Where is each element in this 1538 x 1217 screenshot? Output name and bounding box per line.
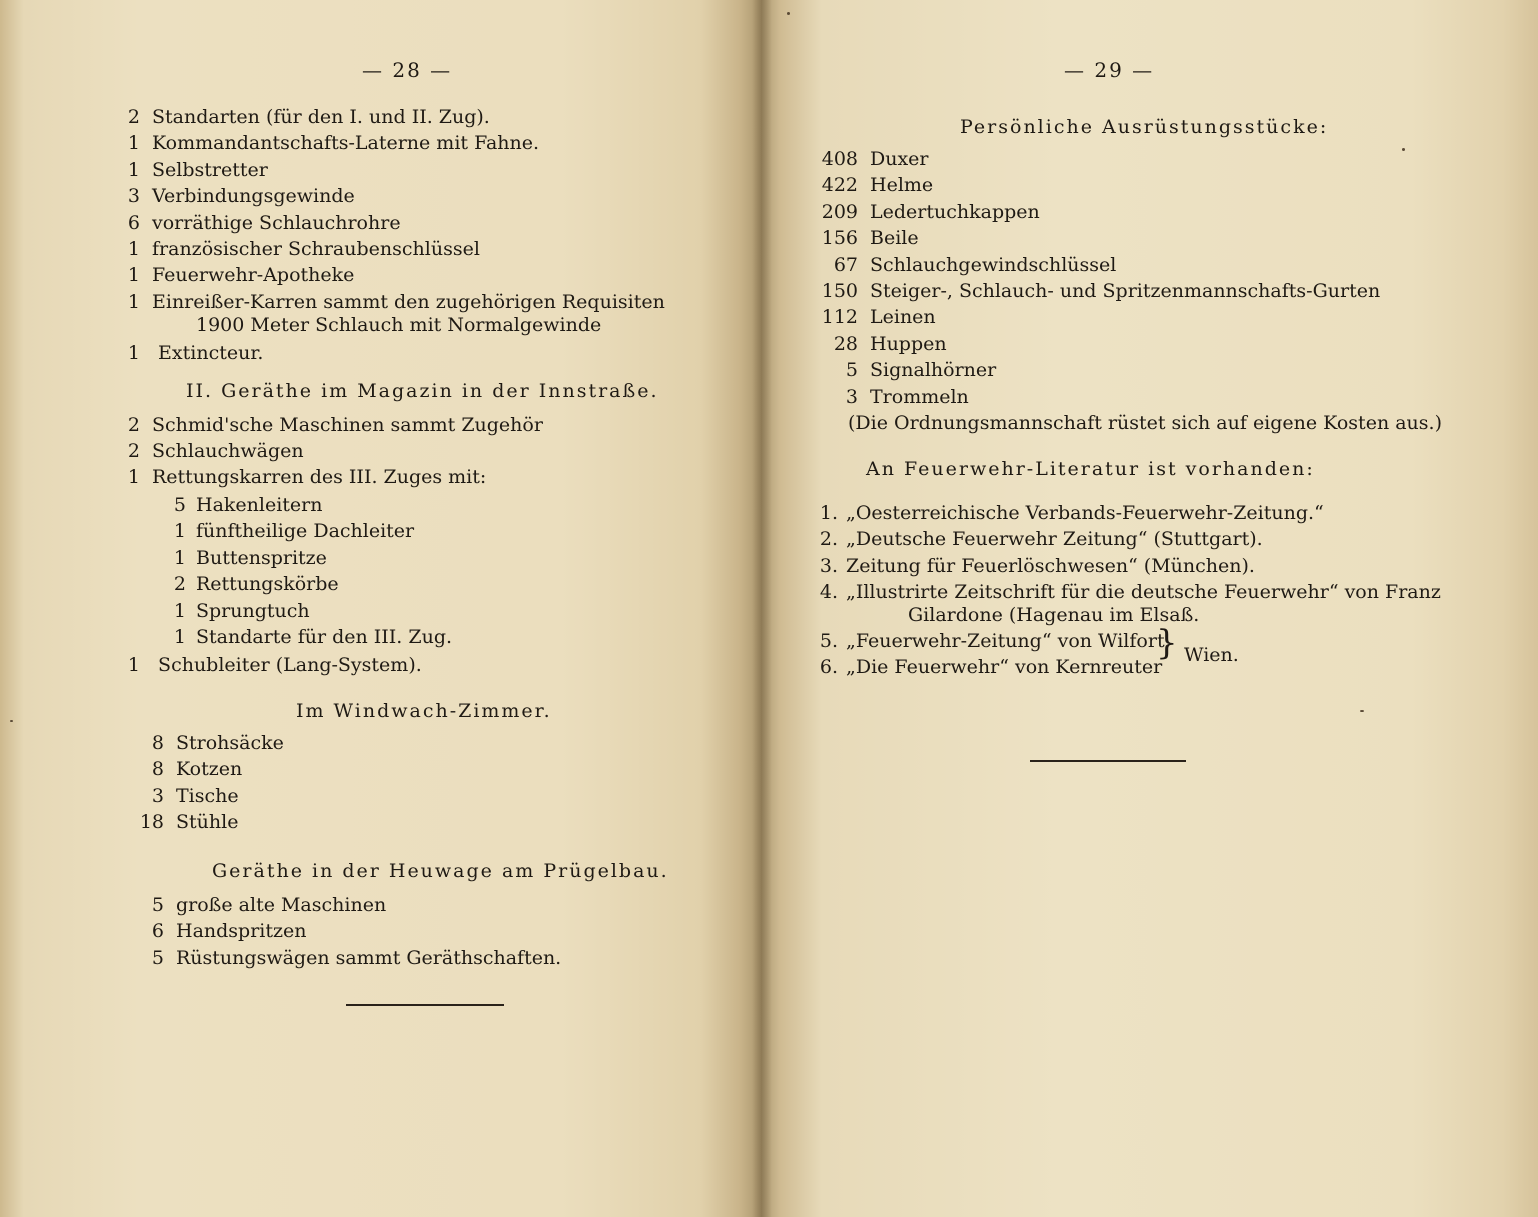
item-text: Sprungtuch (196, 599, 310, 622)
list-item (120, 438, 304, 464)
item-quantity: 2 (173, 573, 186, 596)
item-quantity: 1 (127, 158, 140, 181)
list-item (138, 783, 239, 809)
item-text: „Die Feuerwehr“ von Kernreuter (846, 656, 1163, 679)
list-item (120, 262, 354, 288)
list-item (818, 331, 947, 357)
item-quantity: 1 (127, 290, 140, 313)
item-text: Einreißer-Karren sammt den zugehörigen Requisiten (152, 290, 665, 313)
item-text: Schmid'sche Maschinen sammt Zugehör (152, 414, 543, 436)
item-quantity: 8 (151, 758, 164, 781)
list-item (120, 236, 480, 262)
item-quantity: 8 (151, 732, 164, 754)
item-text: Leinen (870, 306, 936, 329)
list-item (138, 730, 284, 756)
brace-glyph: } (1156, 623, 1178, 663)
heading-personal: Persönliche Ausrüstungsstücke: (960, 116, 1329, 138)
item-text: Duxer (870, 148, 929, 170)
item-text: Handspritzen (176, 920, 307, 943)
list-item (138, 945, 561, 971)
item-text: Signalhörner (870, 359, 997, 382)
left-page (0, 0, 762, 1217)
item-quantity: 408 (821, 148, 858, 170)
item-quantity: 209 (821, 200, 858, 223)
item-text: französischer Schraubenschlüssel (152, 238, 480, 260)
list-item-extincteur (120, 340, 263, 366)
section-divider (346, 1004, 504, 1006)
section-divider (1030, 760, 1186, 762)
note-ordnungsmannschaft: (Die Ordnungsmannschaft rüstet sich auf eigene Kosten aus.) (848, 412, 1442, 434)
paper-speck (787, 12, 790, 15)
heading-heuwage: Geräthe in der Heuwage am Prügelbau. (212, 860, 669, 882)
heading-windwach: Im Windwach-Zimmer. (296, 700, 552, 722)
heading-magazin: II. Geräthe im Magazin in der Innstraße. (186, 380, 659, 402)
item-quantity: 3 (151, 784, 164, 807)
item-quantity: 1 (173, 546, 186, 569)
page-number-29: — 29 — (1064, 58, 1155, 82)
item-quantity: 1 (127, 132, 140, 155)
item-text: Buttenspritze (196, 546, 327, 569)
item-quantity: 1 (127, 342, 140, 364)
item-quantity: 1 (127, 238, 140, 260)
right-page (762, 0, 1538, 1217)
item-quantity: 28 (833, 332, 858, 355)
literature-item (814, 553, 1255, 579)
item-quantity: 1 (173, 520, 186, 543)
list-item (120, 210, 401, 236)
list-item (138, 756, 242, 782)
item-quantity: 5 (845, 359, 858, 382)
list-item (164, 624, 452, 650)
item-quantity: 1 (127, 654, 140, 676)
item-text: Steiger-, Schlauch- und Spritzenmannschafts-Gurten (870, 280, 1381, 302)
item-text: Huppen (870, 332, 947, 355)
item-quantity: 5. (819, 630, 838, 652)
item-text: Rüstungswägen sammt Geräthschaften. (176, 946, 562, 969)
item-text: fünftheilige Dachleiter (196, 520, 415, 543)
item-text: Zeitung für Feuerlöschwesen“ (München). (846, 554, 1255, 577)
item-text: Standarte für den III. Zug. (196, 626, 453, 648)
list-item (120, 464, 486, 490)
list-item (120, 412, 543, 438)
list-item (120, 130, 539, 156)
item-text: Hakenleitern (196, 494, 323, 516)
item-text: Strohsäcke (176, 732, 284, 754)
paper-speck (10, 720, 13, 722)
paper-speck (1402, 148, 1405, 151)
list-item (138, 918, 307, 944)
wien-label: Wien. (1184, 644, 1239, 666)
item-text: große alte Maschinen (176, 894, 387, 916)
item-quantity: 1 (173, 599, 186, 622)
item-quantity: 3. (819, 554, 838, 577)
item-quantity: 2. (819, 528, 838, 551)
item-text: „Deutsche Feuerwehr Zeitung“ (Stuttgart). (846, 528, 1263, 551)
item-quantity: 3 (127, 185, 140, 208)
item-quantity: 1 (127, 466, 140, 488)
item-quantity: 67 (833, 253, 858, 276)
list-item (120, 104, 490, 130)
item-text: Extincteur. (158, 342, 264, 364)
list-item (138, 892, 386, 918)
item-quantity: 4. (819, 581, 838, 604)
item-quantity: 5 (173, 494, 186, 516)
item-text: Stühle (176, 811, 239, 834)
list-item (818, 278, 1380, 304)
item-quantity: 6. (819, 656, 838, 679)
list-item (164, 492, 323, 518)
item-quantity: 422 (821, 174, 858, 197)
item-text: „Illustrirte Zeitschrift für die deutsche Feuerwehr“ von Franz (846, 581, 1441, 604)
item-quantity: 5 (151, 946, 164, 969)
list-item (818, 172, 933, 198)
item-text: Schlauchwägen (152, 440, 304, 462)
paper-speck (1360, 710, 1364, 712)
literature-item (814, 628, 1165, 654)
item-text: Selbstretter (152, 158, 268, 181)
item-text: Beile (870, 227, 919, 250)
item-text: Verbindungsgewinde (152, 185, 355, 208)
item-quantity: 2 (127, 440, 140, 462)
literature-item (814, 500, 1324, 526)
book-spine (752, 0, 772, 1217)
list-item (138, 809, 238, 835)
literature-item (814, 526, 1263, 552)
list-item (818, 384, 969, 410)
item-text: Helme (870, 174, 934, 197)
list-item (164, 571, 339, 597)
list-item (164, 518, 414, 544)
item-text: Tische (176, 784, 239, 807)
item-quantity: 1. (819, 502, 838, 524)
list-item (818, 252, 1116, 278)
item-quantity: 112 (821, 306, 858, 329)
item-text: Schubleiter (Lang-System). (158, 654, 422, 676)
item-quantity: 2 (127, 414, 140, 436)
item-quantity: 156 (821, 227, 858, 250)
item-text: Rettungskörbe (196, 573, 339, 596)
literature-item (814, 654, 1162, 680)
item-text: „Oesterreichische Verbands-Feuerwehr-Zeitung.“ (846, 502, 1324, 524)
list-item (120, 157, 268, 183)
item-quantity: 5 (151, 894, 164, 916)
literature-4-continuation: Gilardone (Hagenau im Elsaß. (908, 604, 1200, 626)
item-text: Rettungskarren des III. Zuges mit: (152, 466, 487, 488)
item-text: Trommeln (870, 385, 969, 408)
item-text: Ledertuchkappen (870, 200, 1040, 223)
item-quantity: 2 (127, 106, 140, 128)
hose-line: 1900 Meter Schlauch mit Normalgewinde (196, 314, 602, 336)
item-text: Standarten (für den I. und II. Zug). (152, 106, 490, 128)
list-item (818, 199, 1040, 225)
list-item (818, 304, 936, 330)
list-item (120, 183, 355, 209)
item-text: Kommandantschafts-Laterne mit Fahne. (152, 132, 540, 155)
list-item-schubleiter (120, 652, 422, 678)
item-quantity: 1 (173, 626, 186, 648)
list-item (164, 545, 327, 571)
list-item (120, 289, 665, 315)
item-quantity: 18 (139, 811, 164, 834)
heading-literature: An Feuerwehr-Literatur ist vorhanden: (866, 458, 1315, 480)
list-item (164, 598, 310, 624)
list-item (818, 357, 996, 383)
item-quantity: 1 (127, 264, 140, 287)
list-item (818, 146, 929, 172)
item-quantity: 150 (821, 280, 858, 302)
item-text: Feuerwehr-Apotheke (152, 264, 355, 287)
page-number-28: — 28 — (362, 58, 453, 82)
item-quantity: 3 (845, 385, 858, 408)
item-text: „Feuerwehr-Zeitung“ von Wilfort (846, 630, 1165, 652)
item-text: Kotzen (176, 758, 243, 781)
item-quantity: 6 (127, 211, 140, 234)
item-quantity: 6 (151, 920, 164, 943)
item-text: vorräthige Schlauchrohre (152, 211, 401, 234)
item-text: Schlauchgewindschlüssel (870, 253, 1117, 276)
list-item (818, 225, 919, 251)
